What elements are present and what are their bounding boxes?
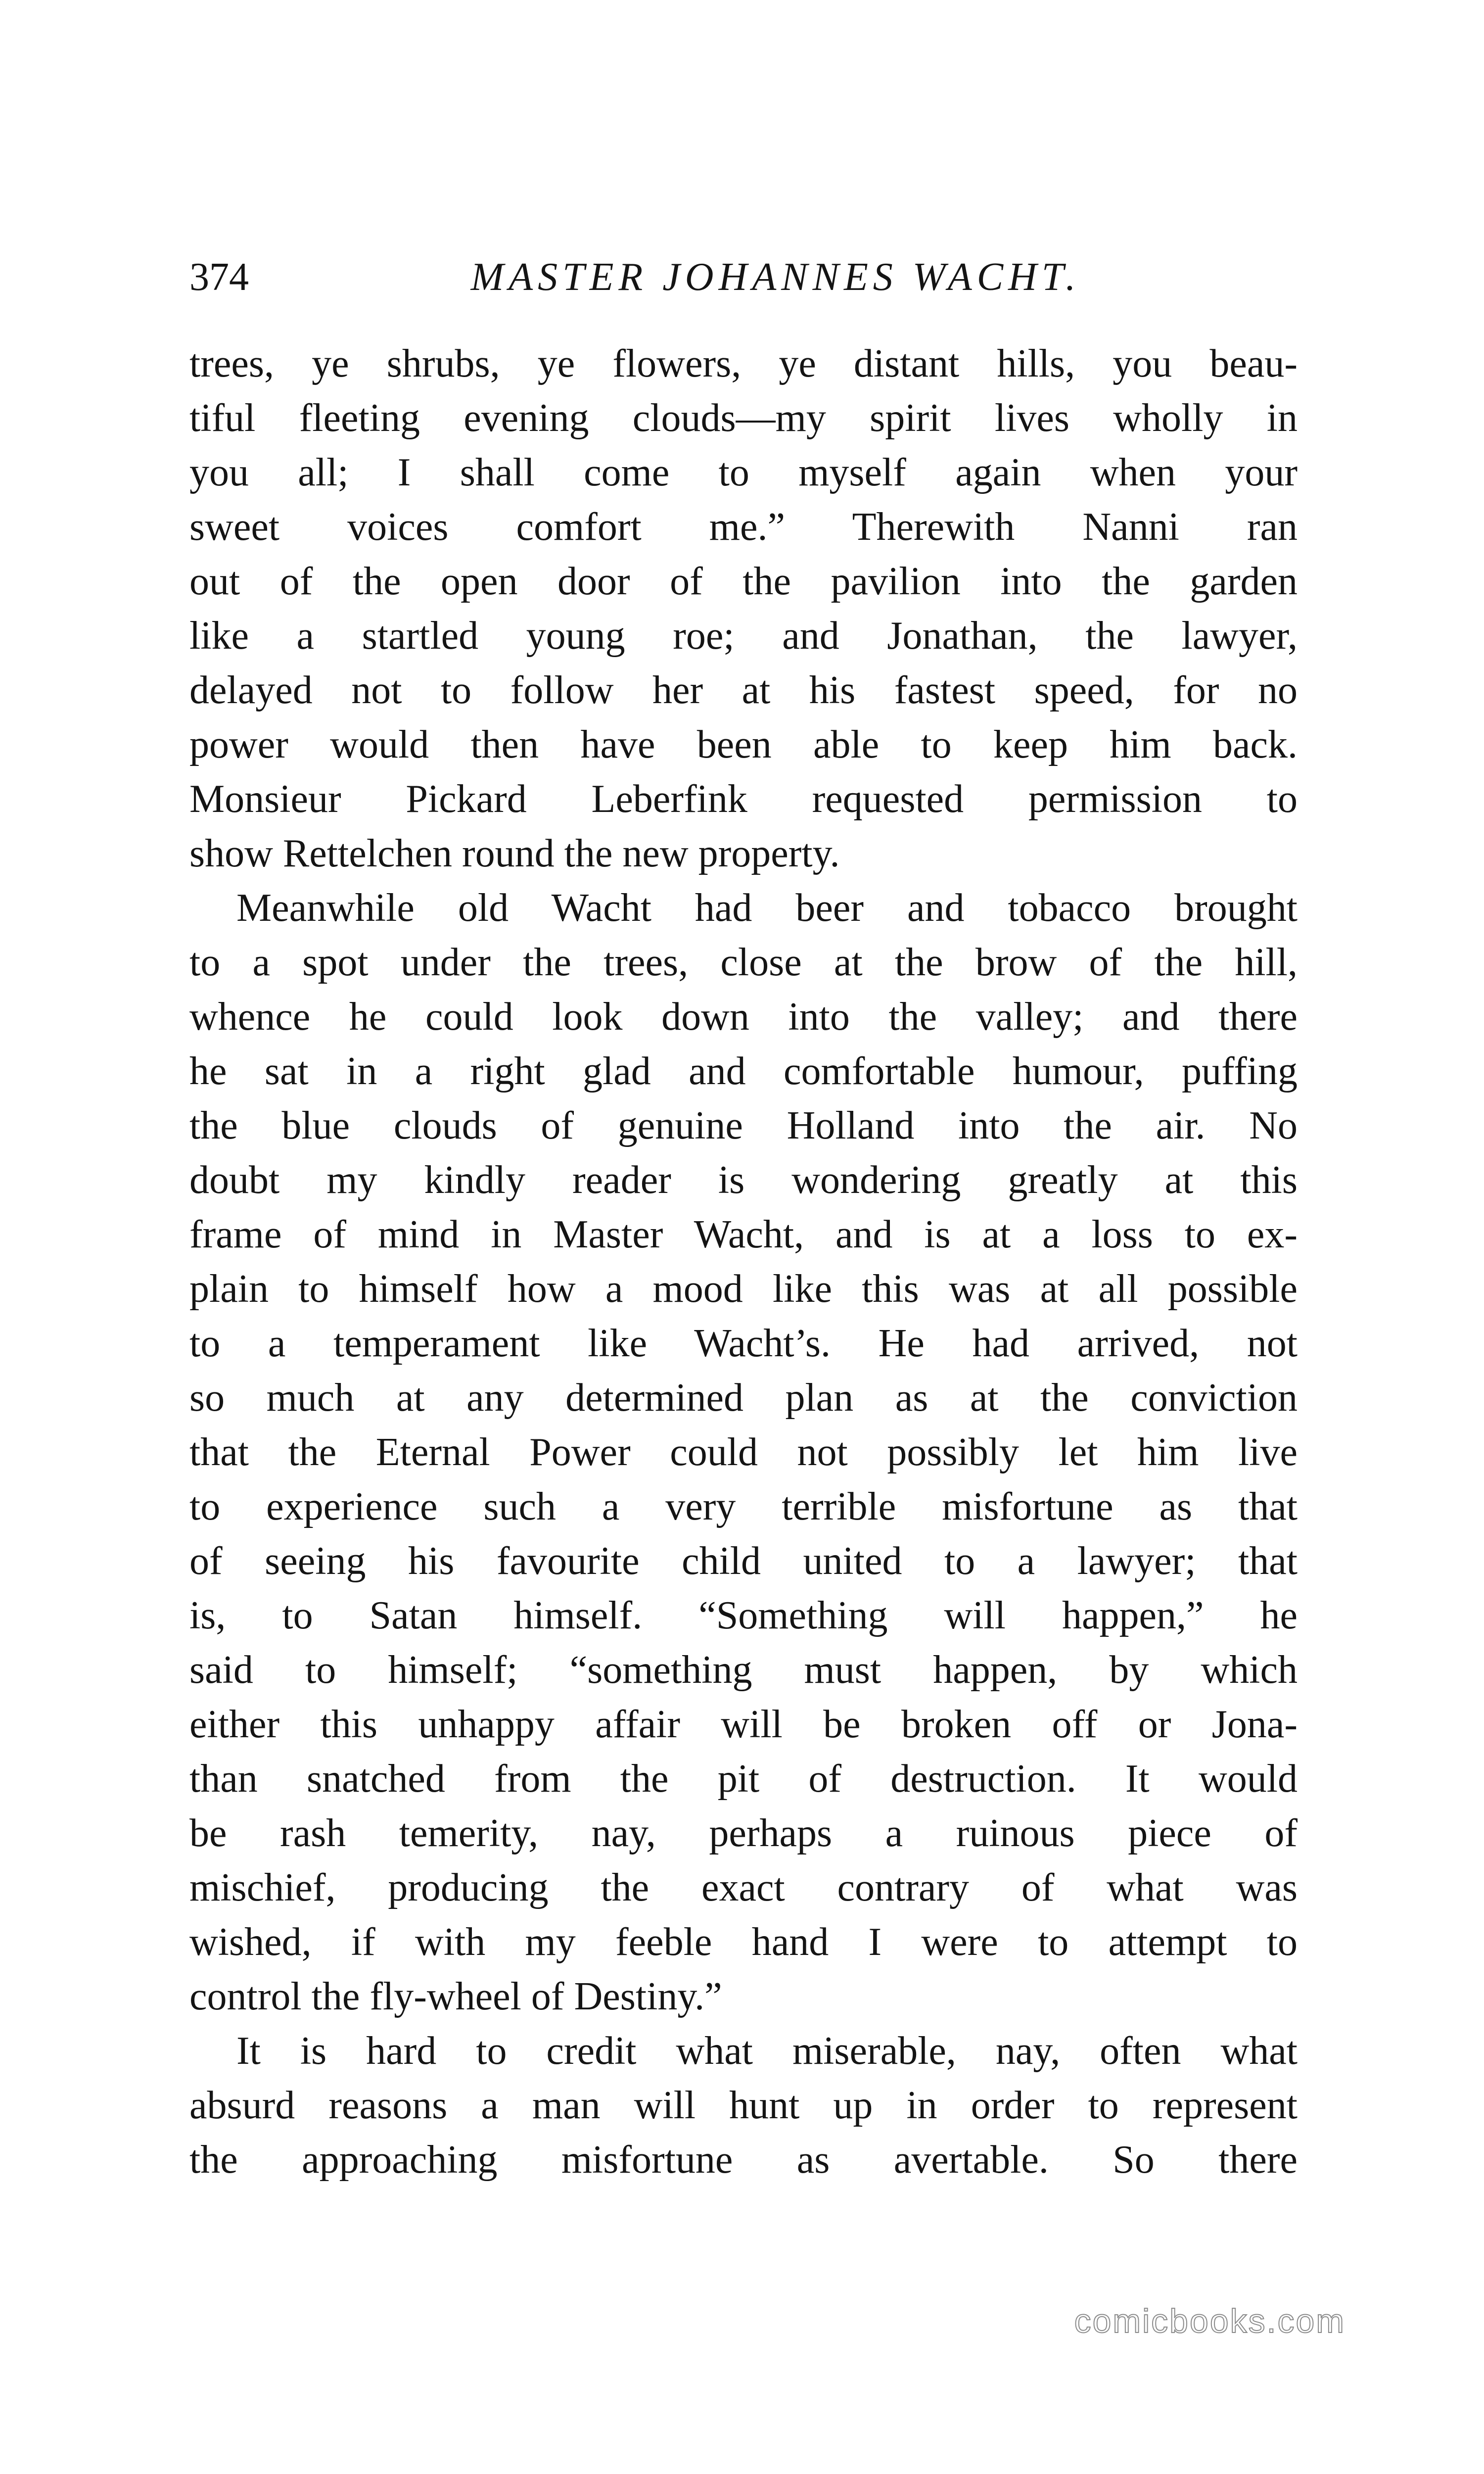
text-line: sweet voices comfort me.” Therewith Nanni ran (189, 505, 1298, 549)
site-watermark: comicbooks.com (1074, 2302, 1345, 2340)
text-line: trees, ye shrubs, ye flowers, ye distant hills, you beau- (189, 342, 1298, 385)
text-line: either this unhappy affair will be broken off or Jona- (189, 1703, 1298, 1746)
text-line: than snatched from the pit of destruction. It would (189, 1757, 1298, 1801)
text-line: absurd reasons a man will hunt up in order to represent (189, 2084, 1298, 2127)
text-line: is, to Satan himself. “Something will happen,” he (189, 1594, 1298, 1637)
text-line: he sat in a right glad and comfortable humour, puffing (189, 1049, 1298, 1093)
text-line: out of the open door of the pavilion into the garden (189, 560, 1298, 603)
text-line: Monsieur Pickard Leberfink requested permission to (189, 777, 1298, 821)
text-line: be rash temerity, nay, perhaps a ruinous piece of (189, 1811, 1298, 1855)
body-text (189, 336, 1298, 2187)
text-line: to experience such a very terrible misfortune as that (189, 1485, 1298, 1528)
text-line: frame of mind in Master Wacht, and is at a loss to ex- (189, 1213, 1298, 1256)
paragraph-start-line: It is hard to credit what miserable, nay, often what (236, 2029, 1298, 2073)
text-line: delayed not to follow her at his fastest speed, for no (189, 668, 1298, 712)
text-line: to a temperament like Wacht’s. He had arrived, not (189, 1322, 1298, 1365)
page-number: 374 (189, 255, 249, 299)
text-line: the approaching misfortune as avertable. So there (189, 2138, 1298, 2182)
text-line: tiful fleeting evening clouds—my spirit lives wholly in (189, 396, 1298, 440)
text-line: so much at any determined plan as at the conviction (189, 1376, 1298, 1420)
running-title: MASTER JOHANNES WACHT. (470, 255, 1081, 299)
text-line: to a spot under the trees, close at the brow of the hill, (189, 941, 1298, 984)
text-line: you all; I shall come to myself again when your (189, 451, 1298, 494)
text-line: control the fly-wheel of Destiny.” (189, 1975, 722, 2018)
text-line: the blue clouds of genuine Holland into the air. No (189, 1104, 1298, 1147)
text-line: whence he could look down into the valley; and there (189, 995, 1298, 1039)
text-line: of seeing his favourite child united to a lawyer; that (189, 1539, 1298, 1583)
paragraph-start-line: Meanwhile old Wacht had beer and tobacco brought (236, 886, 1298, 930)
running-head (189, 250, 1298, 304)
text-line: plain to himself how a mood like this was at all possible (189, 1267, 1298, 1311)
text-line: said to himself; “something must happen, by which (189, 1648, 1298, 1692)
text-line: show Rettelchen round the new property. (189, 832, 840, 875)
text-line: that the Eternal Power could not possibly let him live (189, 1430, 1298, 1474)
text-line: like a startled young roe; and Jonathan, the lawyer, (189, 614, 1298, 658)
text-line: wished, if with my feeble hand I were to attempt to (189, 1920, 1298, 1964)
text-line: mischief, producing the exact contrary of what was (189, 1866, 1298, 1909)
text-line: doubt my kindly reader is wondering greatly at this (189, 1158, 1298, 1202)
text-line: power would then have been able to keep him back. (189, 723, 1298, 766)
